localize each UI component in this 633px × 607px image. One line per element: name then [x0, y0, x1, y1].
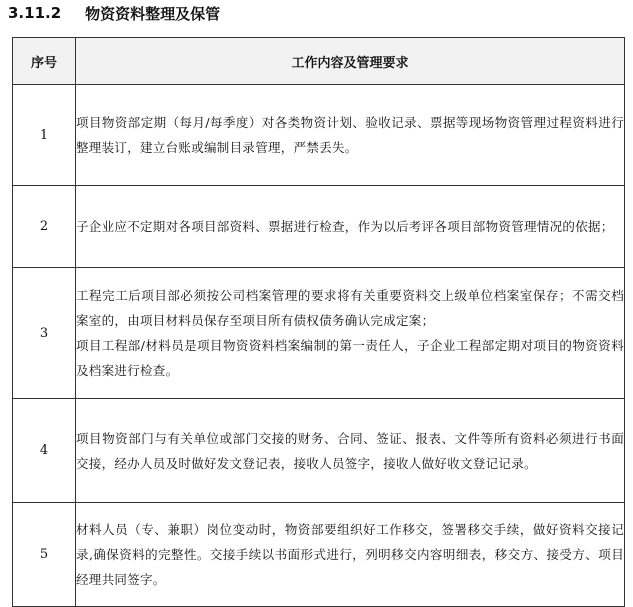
table-row	[13, 399, 625, 503]
section-heading	[8, 2, 220, 24]
table-row	[13, 85, 625, 186]
table-header-row	[13, 38, 625, 85]
table-row	[13, 186, 625, 268]
row-content	[76, 268, 625, 399]
section-title: 物资资料整理及保管	[85, 4, 221, 23]
row-content-text: 工程完工后项目部必须按公司档案管理的要求将有关重要资料交上级单位档案室保存；不需交档案室的，由项目材料员保存至项目所有债权债务确认完成定案；	[76, 288, 624, 328]
row-number: 1	[13, 85, 76, 186]
row-content	[76, 503, 625, 607]
row-content-text: 材料人员（专、兼职）岗位变动时，物资部要组织好工作移交，签署移交手续，做好资料交接记录,确保资料的完整性。交接手续以书面形式进行，列明移交内容明细表，移交方、接受方、项目经理共同签字。	[76, 522, 624, 587]
row-content	[76, 85, 625, 186]
header-seq: 序号	[13, 38, 76, 85]
table-row	[13, 503, 625, 607]
row-content-text: 项目物资部定期（每月/每季度）对各类物资计划、验收记录、票据等现场物资管理过程资料进行整理装订，建立台账或编制目录管理，严禁丢失。	[76, 115, 624, 155]
row-number: 2	[13, 186, 76, 268]
row-content-text: 项目工程部/材料员是项目物资资料档案编制的第一责任人，子企业工程部定期对项目的物资资料及档案进行检查。	[76, 338, 624, 378]
row-number: 4	[13, 399, 76, 503]
header-content: 工作内容及管理要求	[76, 38, 625, 85]
row-content	[76, 399, 625, 503]
work-content-table	[12, 37, 625, 607]
row-content-text: 项目物资部门与有关单位或部门交接的财务、合同、签证、报表、文件等所有资料必须进行书面交接，经办人员及时做好发文登记表，接收人员签字，接收人做好收文登记记录。	[76, 430, 624, 471]
row-number: 5	[13, 503, 76, 607]
table-row	[13, 268, 625, 399]
row-content-text: 子企业应不定期对各项目部资料、票据进行检查，作为以后考评各项目部物资管理情况的依据；	[76, 219, 614, 234]
section-number: 3.11.2	[8, 4, 62, 22]
row-number: 3	[13, 268, 76, 399]
row-content	[76, 186, 625, 268]
